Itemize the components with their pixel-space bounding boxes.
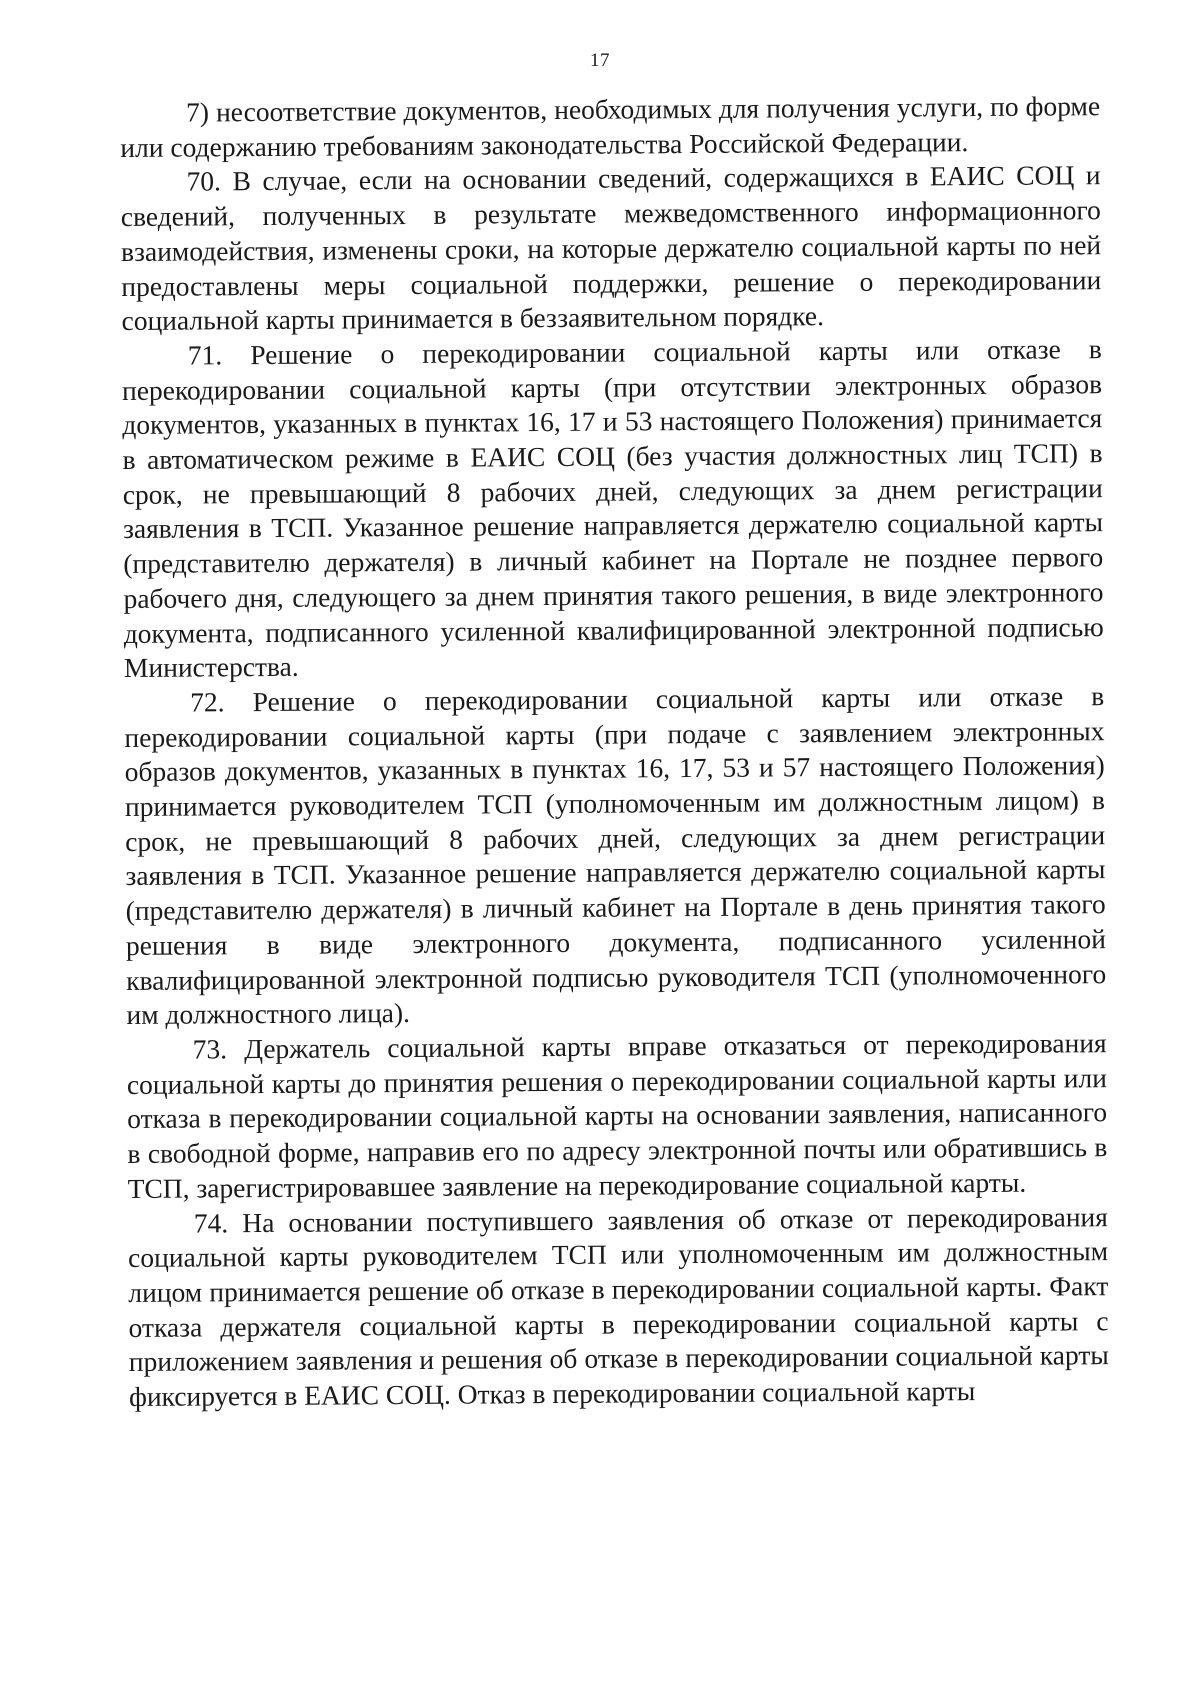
paragraph-73: 73. Держатель социальной карты вправе отказаться от перекодирования социальной карты до принятия решения о перекодировании социальной карты или отказа в перекодировании социальной карты на основании заявления, написанного в свободной форме, направив его по адресу электронной почты или обратившись в ТСП, зарегистрировавшее заявление на перекодирование социальной карты. <box>126 1027 1108 1204</box>
paragraph-71: 71. Решение о перекодировании социальной карты или отказе в перекодировании социальной карты (при отсутствии электронных образов документов, указанных в пунктах 16, 17 и 53 настоящего Положения) принимается в автоматическом режиме в ЕАИС СОЦ (без участия должностных лиц ТСП) в срок, не превышающий 8 рабочих дней, следующих за днем регистрации заявления в ТСП. Указанное решение направляется держателю социальной карты (представителю держателя) в личный кабинет на Портале не позднее первого рабочего дня, следующего за днем принятия такого решения, в виде электронного документа, подписанного усиленной квалифицированной электронной подписью Министерства. <box>121 333 1104 684</box>
page-number: 17 <box>590 50 610 71</box>
document-body <box>120 89 1109 1415</box>
paragraph-70: 70. В случае, если на основании сведений, содержащихся в ЕАИС СОЦ и сведений, полученных в результате межведомственного информационного взаимодействия, изменены сроки, на которые держателю социальной карты по ней предоставлены меры социальной поддержки, решение о перекодировании социальной карты принимается в беззаявительном порядке. <box>120 159 1102 337</box>
paragraph-72: 72. Решение о перекодировании социальной карты или отказе в перекодировании социальной карты (при подаче с заявлением электронных образов документов, указанных в пунктах 16, 17, 53 и 57 настоящего Положения) принимается руководителем ТСП (уполномоченным им должностным лицом) в срок, не превышающий 8 рабочих дней, следующих за днем регистрации заявления в ТСП. Указанное решение направляется держателю социальной карты (представителю держателя) в личный кабинет на Портале в день принятия такого решения в виде электронного документа, подписанного усиленной квалифицированной электронной подписью руководителя ТСП (уполномоченного им должностного лица). <box>124 680 1107 1031</box>
paragraph-74: 74. На основании поступившего заявления об отказе от перекодирования социальной карты руководителем ТСП или уполномоченным им должностным лицом принимается решение об отказе в перекодировании социальной карты. Факт отказа держателя социальной карты в перекодировании социальной карты с приложением заявления и решения об отказе в перекодировании социальной карты фиксируется в ЕАИС СОЦ. Отказ в перекодировании социальной карты <box>128 1200 1109 1412</box>
paragraph-item-7: 7) несоответствие документов, необходимых для получения услуги, по форме или содержанию требованиям законодательства Российской Федерации. <box>120 90 1101 163</box>
